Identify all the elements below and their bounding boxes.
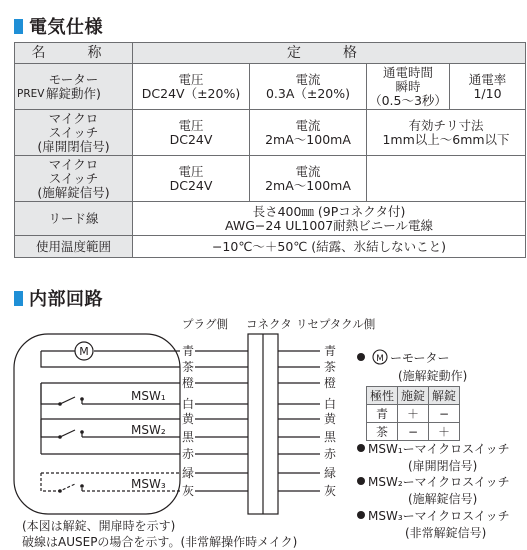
plug-wire-label: 赤 xyxy=(181,447,195,461)
plug-side-label: プラグ側 xyxy=(182,317,228,331)
polarity-table xyxy=(366,386,460,441)
motor-symbol: M xyxy=(79,345,89,358)
polarity-cell: 施錠 xyxy=(398,387,429,405)
polarity-cell: 極性 xyxy=(367,387,398,405)
msw-lock-voltage: 電圧 DC24V xyxy=(133,156,250,202)
plug-wire-label: 白 xyxy=(181,397,195,411)
polarity-cell: ＋ xyxy=(429,423,460,441)
receptacle-wire-label: 緑 xyxy=(324,466,337,480)
spec-title-text: 電気仕様 xyxy=(29,17,103,38)
polarity-row xyxy=(367,405,460,423)
motor-current: 電流 0.3A（±20%) xyxy=(250,64,367,110)
note-dashed: 破線はAUSEPの場合を示す。(非常解操作時メイク) xyxy=(22,535,298,549)
polarity-cell: ＋ xyxy=(398,405,429,423)
row-name-motor: モーター 解錠動作) xyxy=(15,64,133,110)
note-state: (本図は解錠、開扉時を示す) xyxy=(22,519,176,533)
msw-door-gap: 有効チリ寸法 1mm以上～6mm以下 xyxy=(367,110,526,156)
legend-bullets xyxy=(357,353,365,519)
prev-label: PREV xyxy=(17,88,45,100)
msw3-label: MSW₃ xyxy=(131,477,166,491)
plug-wire-label: 茶 xyxy=(181,360,195,374)
row-name-lead: リード線 xyxy=(15,202,133,236)
plug-wire-colors xyxy=(182,343,195,498)
header-rating: 定 格 xyxy=(133,43,526,64)
msw-lock-current: 電流 2mA～100mA xyxy=(250,156,367,202)
switch-contacts xyxy=(58,397,84,493)
motor-voltage: 電圧 DC24V（±20%) xyxy=(133,64,250,110)
row-name-msw-door: マイクロ スイッチ (扉開閉信号) xyxy=(15,110,133,156)
receptacle-wire-label: 赤 xyxy=(324,447,337,461)
plug-wire-label: 黒 xyxy=(181,430,195,444)
msw2-label: MSW₂ xyxy=(131,423,166,437)
receptacle-wire-label: 茶 xyxy=(324,360,337,374)
receptacle-wire-label: 白 xyxy=(324,397,337,411)
receptacle-side-label: リセプタクル側 xyxy=(296,317,376,331)
msw-door-current: 電流 2mA～100mA xyxy=(250,110,367,156)
receptacle-wire-colors xyxy=(324,343,337,498)
motor-wires xyxy=(41,351,180,367)
header-name: 名 称 xyxy=(15,43,133,64)
plug-wire-label: 黄 xyxy=(181,412,195,426)
receptacle-wire-label: 黄 xyxy=(324,412,337,426)
legend-msw1: MSW₁ーマイクロスイッチ xyxy=(368,442,510,456)
circuit-title-text: 内部回路 xyxy=(29,289,103,310)
receptacle-wire-label: 灰 xyxy=(324,484,337,498)
polarity-header-row xyxy=(367,387,460,405)
legend-msw2: MSW₂ーマイクロスイッチ xyxy=(368,475,510,489)
receptacle-wire-label: 青 xyxy=(324,344,337,358)
msw1-label: MSW₁ xyxy=(131,389,166,403)
motor-duty: 通電率 1/10 xyxy=(450,64,526,110)
polarity-cell: − xyxy=(429,405,460,423)
polarity-cell: − xyxy=(398,423,429,441)
plug-wire-label: 灰 xyxy=(181,484,195,498)
legend-motor: ーモーター xyxy=(390,351,450,365)
legend-msw2-sub: (施解錠信号) xyxy=(408,492,478,506)
legend-msw1-sub: (扉開閉信号) xyxy=(408,459,478,473)
polarity-row xyxy=(367,423,460,441)
receptacle-wire-label: 黒 xyxy=(324,430,337,444)
motor-duration: 通電時間 瞬時 （0.5～3秒） xyxy=(367,64,450,110)
plug-wire-label: 橙 xyxy=(181,376,195,390)
lead-spec: 長さ400㎜ (9Pコネクタ付) AWG−24 UL1007耐熱ビニール電線 xyxy=(133,202,526,236)
temp-spec: −10℃～＋50℃ (結露、氷結しないこと) xyxy=(133,236,526,258)
connector-label: コネクタ xyxy=(246,317,292,331)
row-name-msw-lock: マイクロ スイッチ (施解錠信号) xyxy=(15,156,133,202)
legend-msw3: MSW₃ーマイクロスイッチ xyxy=(368,509,510,523)
msw-door-voltage: 電圧 DC24V xyxy=(133,110,250,156)
row-name-temp: 使用温度範囲 xyxy=(15,236,133,258)
polarity-cell: 青 xyxy=(367,405,398,423)
legend-msw3-sub: (非常解錠信号) xyxy=(405,526,487,540)
polarity-cell: 解錠 xyxy=(429,387,460,405)
legend-motor-symbol: M xyxy=(376,354,384,364)
plug-wire-label: 緑 xyxy=(181,466,195,480)
legend-motor-sub: (施解錠動作) xyxy=(398,369,468,383)
receptacle-wire-label: 橙 xyxy=(324,376,337,390)
plug-wire-label: 青 xyxy=(181,344,195,358)
polarity-cell: 茶 xyxy=(367,423,398,441)
